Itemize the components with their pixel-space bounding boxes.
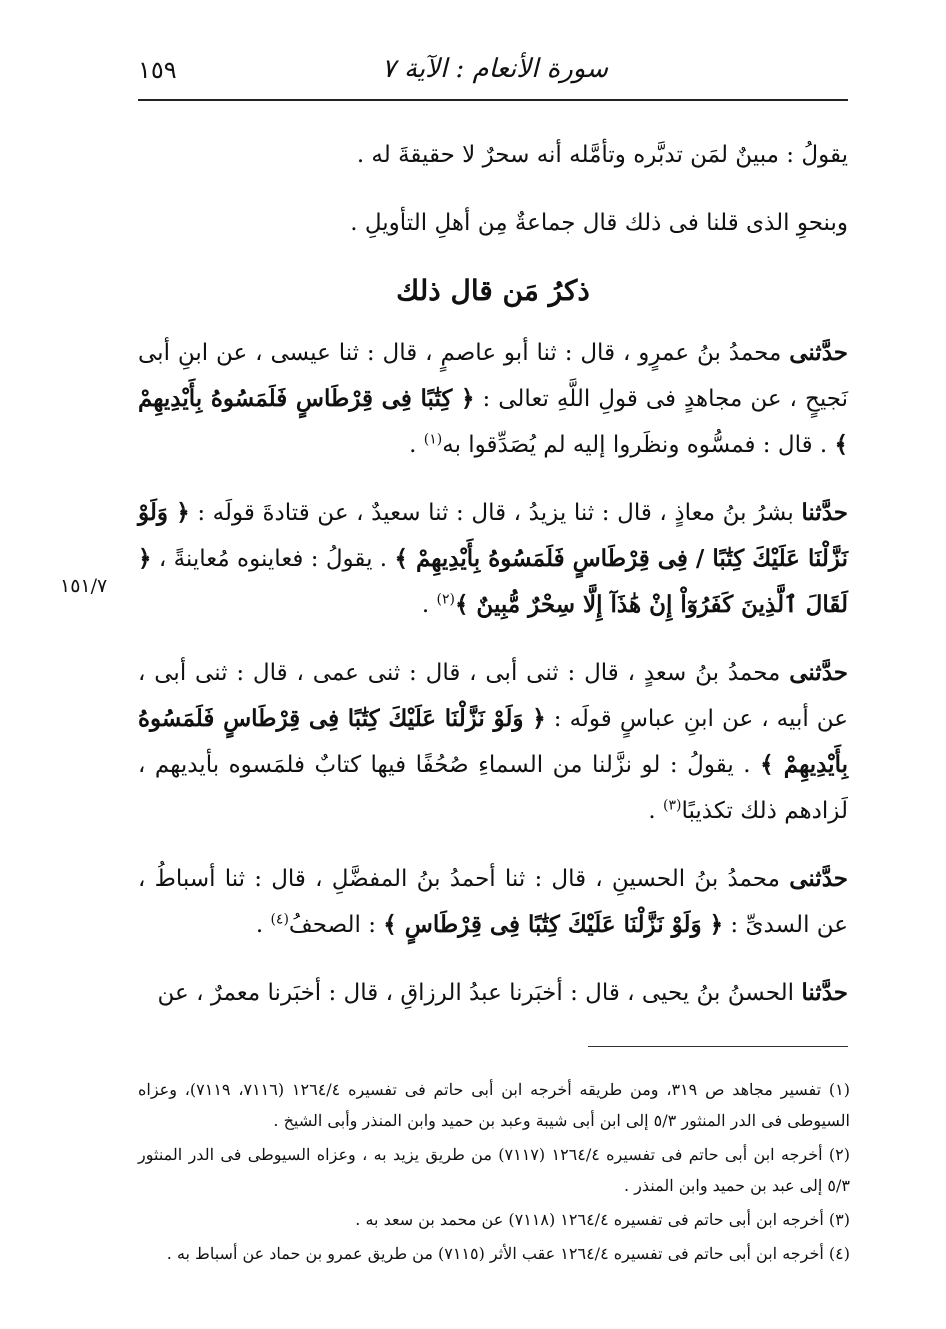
quran-quote: ﴿ وَلَوْ نَزَّلْنَا عَلَيْكَ كِتَٰبًا / فِى قِرْطَاسٍ فَلَمَسُوهُ بِأَيْدِيهِمْ ﴾ [138, 499, 848, 572]
narration-text: . يقولُ : فعاينوه مُعاينةً ، [151, 546, 395, 572]
page-number: ١٥٩ [138, 56, 177, 84]
period: . [648, 798, 663, 824]
hadith-paragraph [138, 490, 848, 628]
hadith-paragraph [138, 650, 848, 834]
period: . [409, 432, 424, 458]
narration-lead: حدَّثنى [789, 659, 848, 686]
narration-text: . قال : فمسُّوه ونظَروا إليه لم يُصَدِّقوا به [442, 432, 835, 458]
narration-text: محمدُ بنُ سعدٍ ، قال : ثنى أبى ، قال : ثنى عمى ، قال : ثنى أبى ، عن أبيه ، عن ابنِ عباسٍ قولَه : [138, 660, 849, 732]
narration-lead: حدَّثنا [801, 499, 848, 526]
running-title: سورة الأنعام : الآية ٧ [381, 54, 608, 84]
footnote-ref: (٢) [436, 591, 455, 608]
narration-text: محمدُ بنُ الحسينِ ، قال : ثنا أحمدُ بنُ المفضَّلِ ، قال : ثنا أسباطُ ، عن السدىِّ : [138, 866, 848, 938]
narration-text: محمدُ بنُ عمرٍو ، قال : ثنا أبو عاصمٍ ، قال : ثنا عيسى ، عن ابنِ أبى نَجيحٍ ، عن مجاهدٍ فى قولِ اللَّهِ تعالى : [138, 340, 849, 412]
footnote-rule [588, 1046, 848, 1047]
narration-text: . يقولُ : لو نزَّلنا من السماءِ صُحُفًا فيها كتابٌ فلمَسوه بأيديهم ، لَزادهم ذلك تكذيبًا [138, 752, 848, 824]
footnote-ref: (١) [423, 431, 443, 448]
page-header [138, 52, 848, 96]
narration-lead: حدَّثنا [801, 979, 848, 1006]
hadith-paragraph [138, 856, 848, 948]
hadith-paragraph [138, 970, 848, 1016]
header-rule [138, 99, 848, 101]
footnote: (١) تفسير مجاهد ص ٣١٩، ومن طريقه أخرجه ابن أبى حاتم فى تفسيره ١٢٦٤/٤ (٧١١٦، ٧١١٩)، وعزاه السيوطى فى الدر المنثور ٥/٣ إلى ابن أبى شيبة وعبد بن حميد وابن المنذر وأبى الشيخ . [138, 1080, 850, 1130]
quran-quote: ﴿ وَلَوْ نَزَّلْنَا عَلَيْكَ كِتَٰبًا فِى قِرْطَاسٍ فَلَمَسُوهُ بِأَيْدِيهِمْ ﴾ [138, 705, 848, 778]
narration-text: : الصحفُ [288, 912, 384, 938]
paragraph: وبنحوِ الذى قلنا فى ذلك قال جماعةٌ مِن أهلِ التأويلِ . [350, 210, 848, 236]
narration-lead: حدَّثنى [789, 865, 848, 892]
footnote: (٤) أخرجه ابن أبى حاتم فى تفسيره ١٢٦٤/٤ عقب الأثر (٧١١٥) من طريق عمرو بن حماد عن أسباط به . [166, 1244, 850, 1263]
footnotes [138, 1074, 850, 1272]
quran-quote: ﴿ كِتَٰبًا فِى قِرْطَاسٍ فَلَمَسُوهُ بِأَيْدِيهِمْ ﴾ [138, 385, 848, 458]
paragraph: يقولُ : مبينٌ لمَن تدبَّره وتأمَّله أنه سحرٌ لا حقيقةَ له . [356, 142, 848, 168]
period: . [255, 912, 271, 938]
quran-quote: ﴿ لَقَالَ ٱلَّذِينَ كَفَرُوٓاْ إِنْ هَٰذَآ إِلَّا سِحْرٌ مُّبِينٌ ﴾ [138, 545, 848, 618]
narration-text: الحسنُ بنُ يحيى ، قال : أخبَرنا عبدُ الرزاقِ ، قال : أخبَرنا معمرٌ ، عن [157, 980, 802, 1006]
main-text [138, 132, 848, 1028]
hadith-paragraph [138, 330, 848, 468]
footnote-ref: (٣) [662, 797, 682, 814]
section-heading: ذكرُ مَن قال ذلك [396, 274, 590, 307]
period: . [421, 592, 437, 618]
narration-text: بشرُ بنُ معاذٍ ، قال : ثنا يزيدُ ، قال : ثنا سعيدٌ ، عن قتادةَ قولَه : [189, 500, 802, 526]
quran-quote: ﴿ وَلَوْ نَزَّلْنَا عَلَيْكَ كِتَٰبًا فِى قِرْطَاسٍ ﴾ [383, 911, 724, 938]
footnote: (٢) أخرجه ابن أبى حاتم فى تفسيره ١٢٦٤/٤ (٧١١٧) من طريق يزيد به ، وعزاه السيوطى فى الدر المنثور ٥/٣ إلى عبد بن حميد وابن المنذر . [138, 1145, 851, 1195]
footnote-ref: (٤) [270, 911, 289, 928]
margin-reference: ١٥١/٧ [60, 575, 108, 597]
narration-lead: حدَّثنى [789, 339, 848, 366]
footnote: (٣) أخرجه ابن أبى حاتم فى تفسيره ١٢٦٤/٤ (٧١١٨) عن محمد بن سعد به . [355, 1210, 850, 1229]
